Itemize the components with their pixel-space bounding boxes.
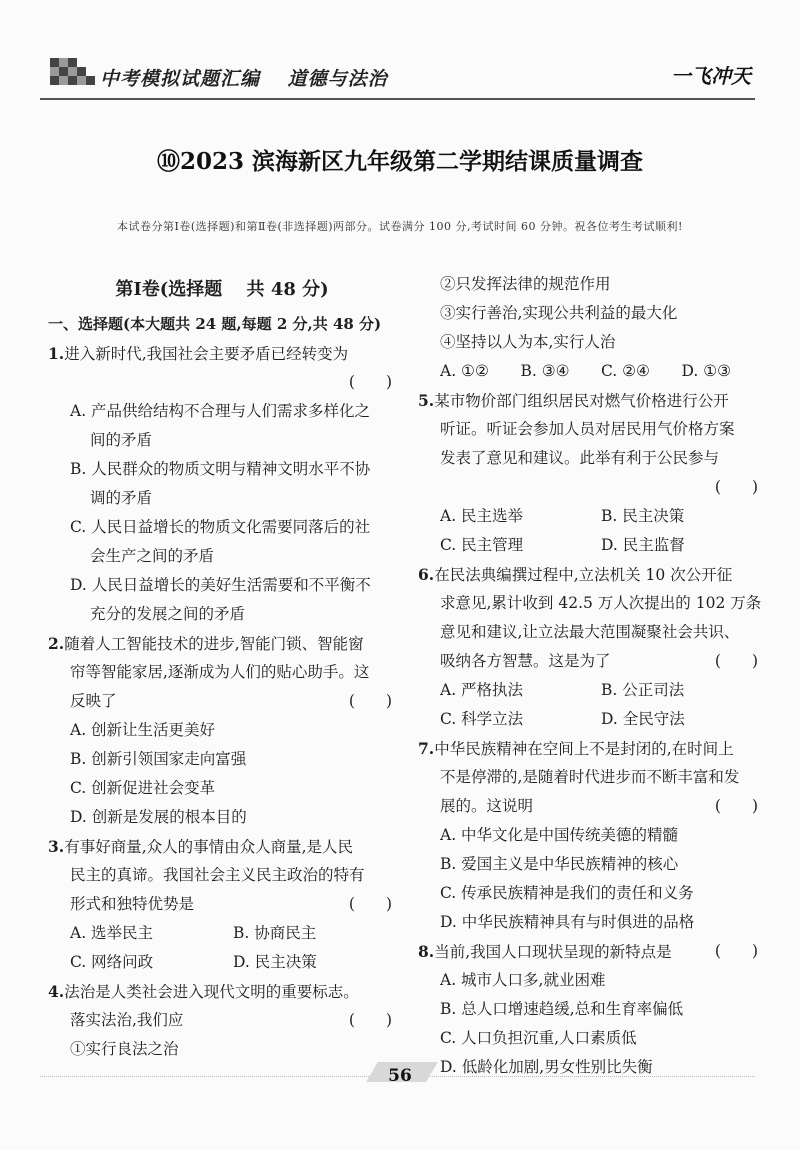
statement-4: ④坚持以人为本,实行人治 [440,333,616,351]
question-stem: 求意见,累计收到 42.5 万人次提出的 102 万条 [440,594,762,612]
option-c: C. 人民日益增长的物质文化需要同落后的社 [70,518,371,536]
option-c: C. 科学立法 [440,710,524,728]
question-8 [418,937,762,1082]
answer-blank: ( ) [348,373,392,391]
brand-logo: 一飞冲天 [671,64,751,88]
question-stem: 吸纳各方智慧。这是为了 [440,652,611,670]
statement-2: ②只发挥法律的规范作用 [440,275,611,293]
answer-blank: ( ) [714,797,758,815]
right-column [418,270,762,1082]
section-subtitle: 一、选择题(本大题共 24 题,每题 2 分,共 48 分) [48,315,382,333]
question-stem: 不是停滞的,是随着时代进步而不断丰富和发 [440,768,740,786]
question-7 [418,734,762,937]
question-stem: 意见和建议,让立法最大范围凝聚社会共识、 [440,623,740,641]
question-number: 4. [48,982,65,1001]
question-number: 3. [48,837,65,856]
question-number: 5. [418,391,435,410]
exam-instructions: 本试卷分第Ⅰ卷(选择题)和第Ⅱ卷(非选择题)两部分。试卷满分 100 分,考试时间 60 分钟。祝各位考生考试顺利! [117,220,683,233]
question-3 [48,832,396,977]
statement-1: ①实行良法之治 [70,1040,179,1058]
option-d: D. ①③ [681,362,732,380]
question-stem: 形式和独特优势是 [70,895,195,913]
question-stem: 听证。听证会参加人员对居民用气价格方案 [440,420,735,438]
question-2 [48,629,396,832]
left-column [48,270,396,1064]
option-a: A. 创新让生活更美好 [70,721,216,739]
question-stem: 在民法典编撰过程中,立法机关 10 次公开征 [434,566,733,584]
question-stem: 当前,我国人口现状呈现的新特点是 [434,943,672,961]
option-a: A. 选举民主 [70,924,154,942]
option-c: C. 人口负担沉重,人口素质低 [440,1029,637,1047]
option-b: B. 创新引领国家走向富强 [70,750,247,768]
option-d: D. 民主决策 [233,953,317,971]
option-b: B. ③④ [520,362,570,380]
option-c-cont: 会生产之间的矛盾 [90,547,215,565]
answer-blank: ( ) [348,692,392,710]
option-b-cont: 调的矛盾 [90,489,153,507]
option-c: C. ②④ [601,362,650,380]
question-stem: 展的。这说明 [440,797,534,815]
option-a: A. 严格执法 [440,681,524,699]
question-stem: 民主的真谛。我国社会主义民主政治的特有 [70,866,365,884]
question-stem: 帘等智能家居,逐渐成为人们的贴心助手。这 [70,663,370,681]
option-b: B. 总人口增速趋缓,总和生育率偏低 [440,1000,684,1018]
question-stem: 进入新时代,我国社会主要矛盾已经转变为 [64,345,349,363]
option-a: A. 产品供给结构不合理与人们需求多样化之 [70,402,371,420]
paper-title: ⑩2023 滨海新区九年级第二学期结课质量调查 [156,148,644,175]
option-a-cont: 间的矛盾 [90,431,153,449]
question-number: 7. [418,739,435,758]
page-number: 56 [388,1066,412,1086]
header-title: 中考模拟试题汇编 道德与法治 [100,68,388,90]
option-d: D. 中华民族精神具有与时俱进的品格 [440,913,695,931]
answer-blank: ( ) [348,1011,392,1029]
option-d: D. 民主监督 [601,536,685,554]
option-b: B. 人民群众的物质文明与精神文明水平不协 [70,460,371,478]
question-6 [418,560,762,734]
question-number: 2. [48,634,65,653]
option-c: C. 创新促进社会变革 [70,779,216,797]
question-1 [48,339,396,629]
question-5 [418,386,762,560]
running-header [40,52,755,98]
section-title: 第Ⅰ卷(选择题 共 48 分) [115,279,329,300]
option-a: A. 民主选举 [440,507,524,525]
header-rule [40,98,755,100]
option-b: B. 公正司法 [601,681,685,699]
option-d: D. 全民守法 [601,710,685,728]
option-c: C. 民主管理 [440,536,524,554]
option-a: A. ①② [440,362,489,380]
option-b: B. 民主决策 [601,507,685,525]
question-stem: 法治是人类社会进入现代文明的重要标志。 [64,983,359,1001]
option-c: C. 网络问政 [70,953,154,971]
option-a: A. 中华文化是中国传统美德的精髓 [440,826,679,844]
option-d-cont: 充分的发展之间的矛盾 [90,605,246,623]
answer-blank: ( ) [714,942,758,960]
answer-blank: ( ) [714,652,758,670]
question-stem: 落实法治,我们应 [70,1011,184,1029]
question-stem: 发表了意见和建议。此举有利于公民参与 [440,449,720,467]
question-number: 6. [418,565,435,584]
option-c: C. 传承民族精神是我们的责任和义务 [440,884,694,902]
option-d: D. 创新是发展的根本目的 [70,808,247,826]
question-stem: 中华民族精神在空间上不是封闭的,在时间上 [434,740,734,758]
question-stem: 有事好商量,众人的事情由众人商量,是人民 [64,838,354,856]
question-number: 1. [48,344,65,363]
statement-3: ③实行善治,实现公共利益的最大化 [440,304,678,322]
option-d: D. 低龄化加剧,男女性别比失衡 [440,1058,653,1076]
option-d: D. 人民日益增长的美好生活需要和不平衡不 [70,576,371,594]
question-stem: 反映了 [70,692,117,710]
option-b: B. 爱国主义是中华民族精神的核心 [440,855,679,873]
option-b: B. 协商民主 [233,924,317,942]
option-a: A. 城市人口多,就业困难 [440,971,606,989]
question-stem: 某市物价部门组织居民对燃气价格进行公开 [434,392,729,410]
answer-blank: ( ) [714,478,758,496]
question-4 [48,977,396,1064]
question-number: 8. [418,942,435,961]
question-stem: 随着人工智能技术的进步,智能门锁、智能窗 [64,635,364,653]
answer-blank: ( ) [348,895,392,913]
